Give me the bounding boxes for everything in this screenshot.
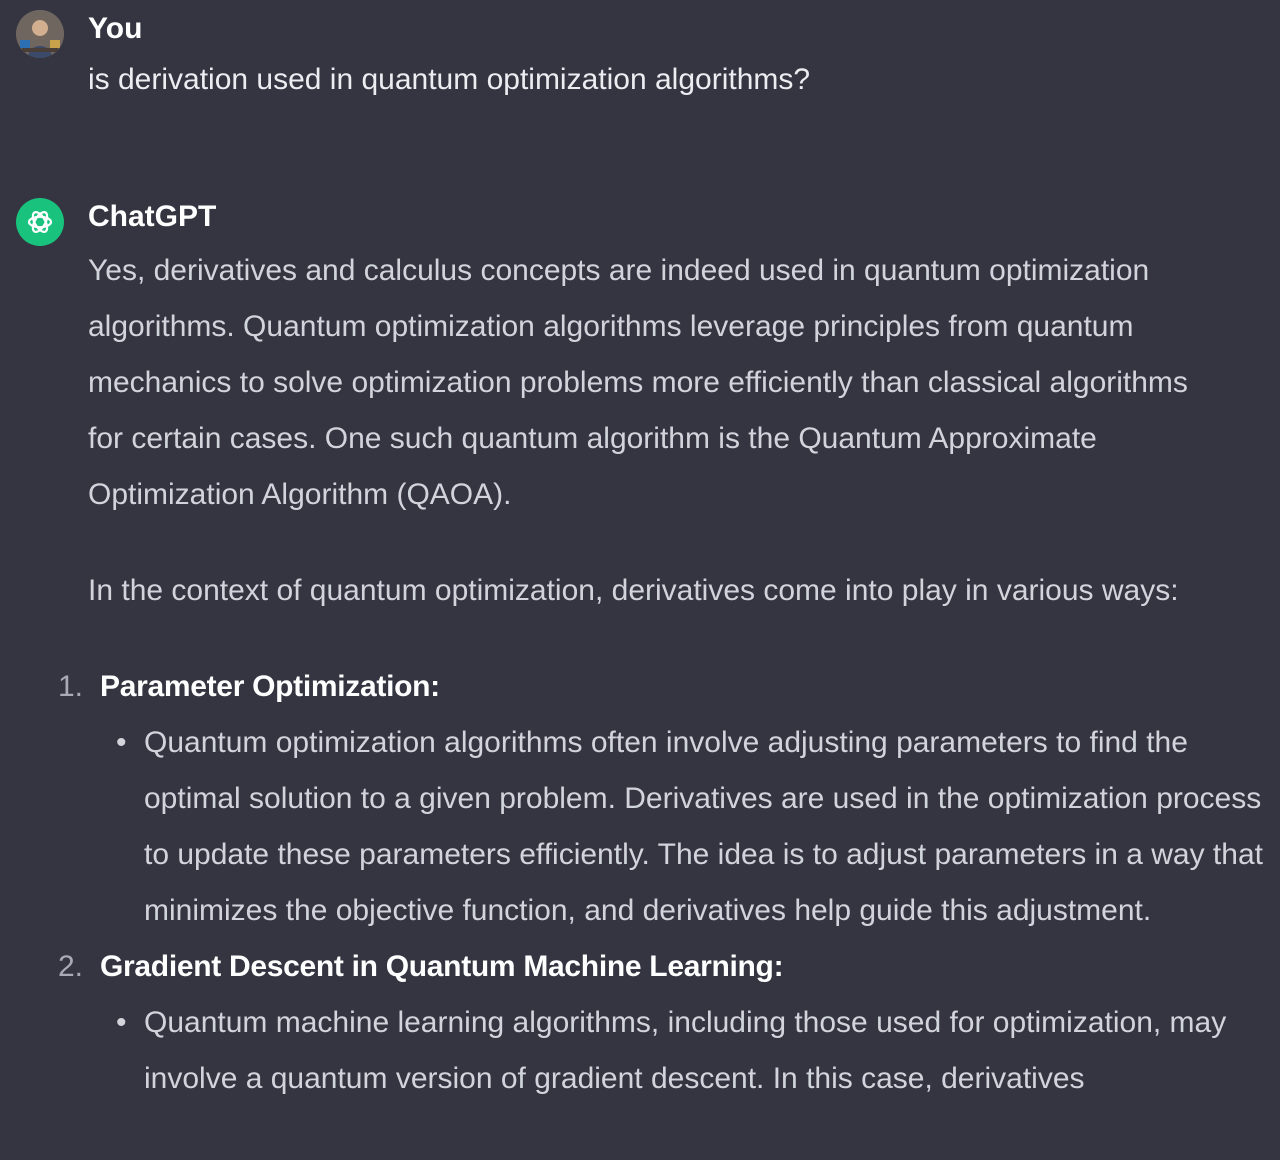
- response-paragraph: Yes, derivatives and calculus concepts are indeed used in quantum optimization algorithms. Quantum optimization algorithms leverage principles from quantum mechanics to solve optimization problems more efficiently than classical algorithms for certain cases. One such quantum algorithm is the Quantum Approximate Optimization Algorithm (QAOA).: [88, 254, 1188, 511]
- list-number: 2.: [58, 950, 84, 983]
- bullet-text: Quantum machine learning algorithms, including those used for optimization, may involve a quantum version of gradient descent. In this case, derivatives: [144, 1006, 1227, 1095]
- user-avatar: [16, 10, 64, 58]
- bullet-item: [100, 995, 1280, 1107]
- assistant-response-body: [58, 243, 1268, 1107]
- list-item-heading: Parameter Optimization:: [100, 670, 440, 703]
- bullet-list: [100, 715, 1268, 939]
- bullet-list: [100, 995, 1268, 1107]
- openai-logo-icon: [25, 207, 55, 237]
- list-item: [58, 939, 1268, 1107]
- numbered-list: [58, 659, 1268, 1107]
- user-photo-avatar-icon: [16, 10, 64, 58]
- assistant-author-name: ChatGPT: [88, 200, 217, 233]
- list-item: [58, 659, 1268, 939]
- user-author-name: You: [88, 12, 143, 45]
- bullet-text: Quantum optimization algorithms often involve adjusting parameters to find the optimal solution to a given problem. Derivatives are used in the optimization process to update these parameters efficiently. The idea is to adjust parameters in a way that minimizes the objective function, and derivatives help guide this adjustment.: [144, 726, 1263, 927]
- bullet-icon: •: [116, 726, 127, 759]
- assistant-avatar: [16, 198, 64, 246]
- bullet-icon: •: [116, 1006, 127, 1039]
- bullet-item: [100, 715, 1280, 939]
- user-message-text: is derivation used in quantum optimization algorithms?: [88, 63, 811, 96]
- list-item-heading: Gradient Descent in Quantum Machine Learning:: [100, 950, 784, 983]
- list-number: 1.: [58, 670, 84, 703]
- response-paragraph: In the context of quantum optimization, derivatives come into play in various ways:: [88, 574, 1179, 607]
